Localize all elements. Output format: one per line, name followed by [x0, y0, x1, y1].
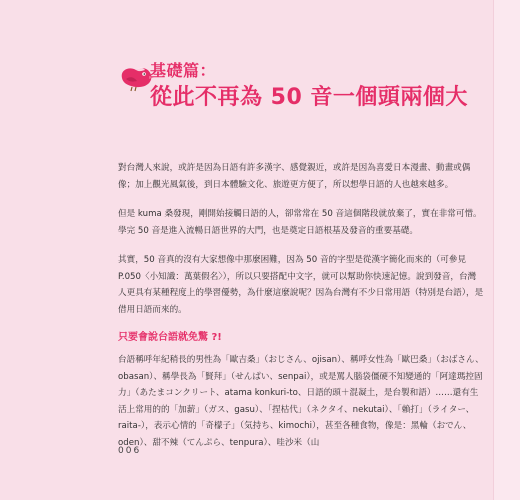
page-edge: [493, 0, 520, 500]
chapter-title-line-1: 基礎篇：: [150, 61, 217, 80]
chapter-title: [150, 63, 468, 109]
page-number: 006: [118, 446, 142, 456]
main-content: [118, 160, 484, 464]
section-subheading: 只要會說台語就免驚 ?!: [118, 332, 222, 343]
bird-icon: [118, 62, 154, 92]
chapter-title-line-2: 從此不再為 50 音一個頭兩個大: [150, 85, 468, 110]
paragraph-3: 其實，50 音真的沒有大家想像中那麼困難，因為 50 音的字型是從漢字簡化而來的（可參見 P.050〈小知識：萬葉假名〉），所以只要搭配中文字，就可以幫助你快速記憶。說到發音，台灣人更具有某種程度上的學習優勢，為什麼這麼說呢？因為台灣有不少日常用語（特別是台語），是借用日語而來的。: [118, 255, 484, 315]
paragraph-1: 對台灣人來說，或許是因為日語有許多漢字、感覺親近，或許是因為喜愛日本漫畫、動畫或偶像；加上觀光風氣後，到日本體驗文化、旅遊更方便了，所以想學日語的人也越來越多。: [118, 163, 471, 190]
paragraph-4: 台語稱呼年紀稍長的男性為「歐吉桑」（おじさん、ojisan）、稱呼女性為「歐巴桑」（おばさん、obasan）、稱學長為「賢拜」（せんぱい、senpai），或是罵人腦袋僵硬不知變通的「阿達瑪控固力」（あたまコンクリート、atama konkuri-to、日語的頭＋混凝土，是台製和語）……還有生活上常用的的「加薪」（ガス、gasu）、「捏枯代」（ネクタイ、nekutai）、「賴打」（ライター、raita-），表示心情的「奇檬子」（気持ち、kimochi），甚至各種食物，像是：黑輪（おでん、oden）、甜不辣（てんぷら、tenpura）、哇沙米（山: [118, 355, 484, 448]
paragraph-2: 但是 kuma 桑發現，剛開始接觸日語的人，卻常常在 50 音這個階段就放棄了，實在非常可惜。學完 50 音是進入流暢日語世界的大門，也是奠定日語根基及發音的重要基礎。: [118, 209, 482, 236]
